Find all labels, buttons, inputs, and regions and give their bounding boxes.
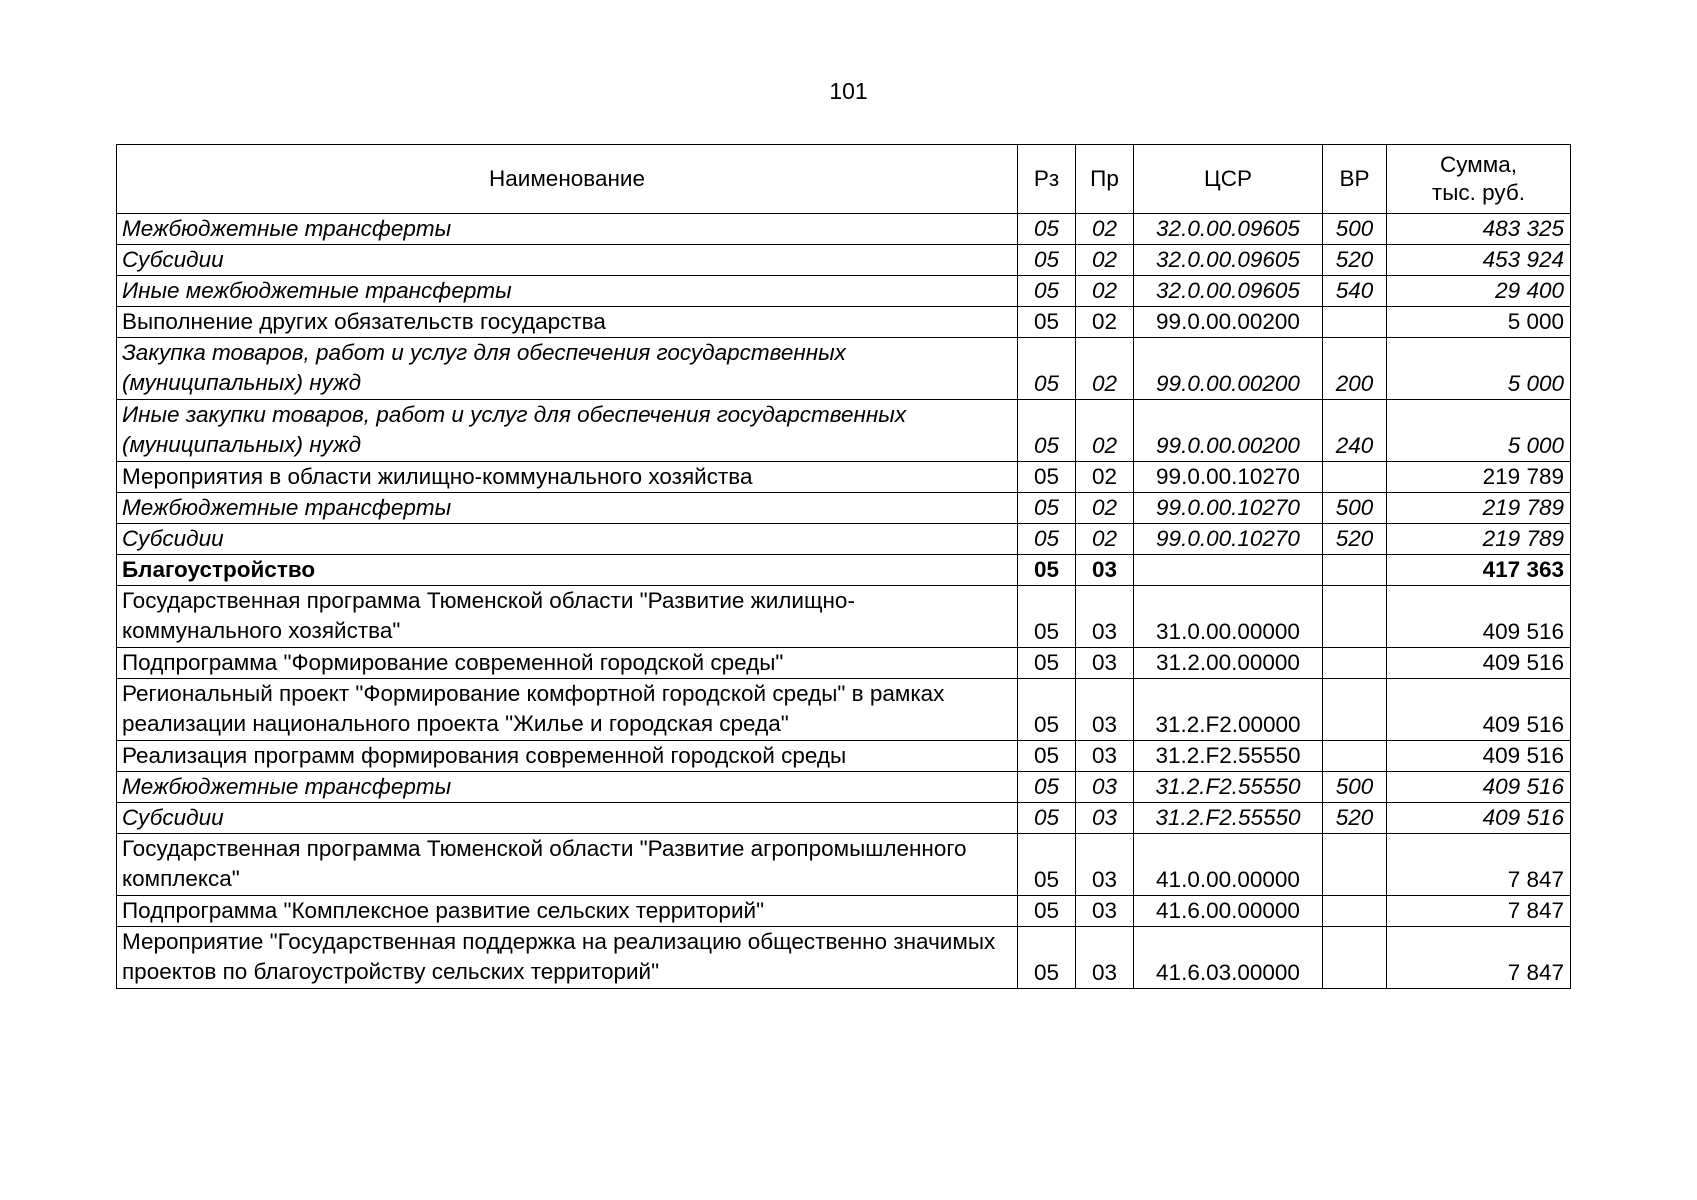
row-vr: 520 xyxy=(1323,803,1387,834)
row-vr xyxy=(1323,741,1387,772)
row-rz: 05 xyxy=(1018,741,1076,772)
row-vr xyxy=(1323,307,1387,338)
row-rz: 05 xyxy=(1018,896,1076,927)
header-name: Наименование xyxy=(117,145,1018,214)
header-csr: ЦСР xyxy=(1134,145,1323,214)
row-rz: 05 xyxy=(1018,493,1076,524)
row-csr: 31.2.F2.55550 xyxy=(1134,741,1323,772)
header-sum xyxy=(1387,145,1571,214)
row-csr: 99.0.00.10270 xyxy=(1134,524,1323,555)
row-pr: 03 xyxy=(1076,834,1134,896)
row-pr: 03 xyxy=(1076,679,1134,741)
row-rz: 05 xyxy=(1018,834,1076,896)
row-sum: 7 847 xyxy=(1387,896,1571,927)
row-rz: 05 xyxy=(1018,214,1076,245)
row-vr xyxy=(1323,586,1387,648)
row-rz: 05 xyxy=(1018,586,1076,648)
table-row xyxy=(117,462,1571,493)
row-name: Закупка товаров, работ и услуг для обеспечения государственных (муниципальных) нужд xyxy=(117,338,1018,400)
header-rz: Рз xyxy=(1018,145,1076,214)
row-rz: 05 xyxy=(1018,307,1076,338)
table-row xyxy=(117,276,1571,307)
row-csr: 99.0.00.10270 xyxy=(1134,462,1323,493)
row-vr xyxy=(1323,927,1387,989)
row-csr: 32.0.00.09605 xyxy=(1134,245,1323,276)
row-pr: 02 xyxy=(1076,307,1134,338)
row-pr: 02 xyxy=(1076,400,1134,462)
row-sum: 409 516 xyxy=(1387,803,1571,834)
row-sum: 7 847 xyxy=(1387,927,1571,989)
row-pr: 03 xyxy=(1076,741,1134,772)
table-row xyxy=(117,772,1571,803)
row-vr: 240 xyxy=(1323,400,1387,462)
row-csr: 99.0.00.00200 xyxy=(1134,400,1323,462)
row-rz: 05 xyxy=(1018,245,1076,276)
table-row xyxy=(117,214,1571,245)
row-sum: 5 000 xyxy=(1387,307,1571,338)
table-row xyxy=(117,834,1571,896)
row-pr: 02 xyxy=(1076,524,1134,555)
row-vr xyxy=(1323,834,1387,896)
row-csr: 31.2.00.00000 xyxy=(1134,648,1323,679)
row-vr: 200 xyxy=(1323,338,1387,400)
row-pr: 02 xyxy=(1076,493,1134,524)
row-vr: 540 xyxy=(1323,276,1387,307)
row-vr: 520 xyxy=(1323,524,1387,555)
row-name: Межбюджетные трансферты xyxy=(117,772,1018,803)
row-sum: 409 516 xyxy=(1387,586,1571,648)
row-pr: 02 xyxy=(1076,462,1134,493)
row-csr: 32.0.00.09605 xyxy=(1134,276,1323,307)
table-row xyxy=(117,803,1571,834)
budget-table xyxy=(116,144,1571,989)
row-pr: 03 xyxy=(1076,586,1134,648)
table-row xyxy=(117,741,1571,772)
row-rz: 05 xyxy=(1018,276,1076,307)
row-pr: 03 xyxy=(1076,772,1134,803)
row-name: Мероприятия в области жилищно-коммунального хозяйства xyxy=(117,462,1018,493)
row-name: Межбюджетные трансферты xyxy=(117,493,1018,524)
row-rz: 05 xyxy=(1018,555,1076,586)
row-rz: 05 xyxy=(1018,400,1076,462)
row-sum: 29 400 xyxy=(1387,276,1571,307)
row-sum: 219 789 xyxy=(1387,462,1571,493)
row-name: Региональный проект "Формирование комфортной городской среды" в рамках реализации национального проекта "Жилье и городская среда" xyxy=(117,679,1018,741)
table-row xyxy=(117,493,1571,524)
row-pr: 02 xyxy=(1076,214,1134,245)
table-row xyxy=(117,679,1571,741)
row-csr: 99.0.00.00200 xyxy=(1134,307,1323,338)
row-vr xyxy=(1323,648,1387,679)
header-pr: Пр xyxy=(1076,145,1134,214)
row-vr: 500 xyxy=(1323,214,1387,245)
table-header-row xyxy=(117,145,1571,214)
row-csr xyxy=(1134,555,1323,586)
row-sum: 219 789 xyxy=(1387,493,1571,524)
row-name: Реализация программ формирования современной городской среды xyxy=(117,741,1018,772)
row-csr: 41.0.00.00000 xyxy=(1134,834,1323,896)
table-row xyxy=(117,648,1571,679)
row-rz: 05 xyxy=(1018,927,1076,989)
row-csr: 41.6.00.00000 xyxy=(1134,896,1323,927)
row-rz: 05 xyxy=(1018,772,1076,803)
row-name: Мероприятие "Государственная поддержка на реализацию общественно значимых проектов по благоустройству сельских территорий" xyxy=(117,927,1018,989)
row-rz: 05 xyxy=(1018,803,1076,834)
row-sum: 453 924 xyxy=(1387,245,1571,276)
row-name: Субсидии xyxy=(117,524,1018,555)
table-row xyxy=(117,586,1571,648)
row-rz: 05 xyxy=(1018,338,1076,400)
row-name: Межбюджетные трансферты xyxy=(117,214,1018,245)
row-csr: 31.2.F2.00000 xyxy=(1134,679,1323,741)
page-number: 101 xyxy=(829,78,868,104)
table-row xyxy=(117,307,1571,338)
row-name: Подпрограмма "Формирование современной городской среды" xyxy=(117,648,1018,679)
row-pr: 03 xyxy=(1076,927,1134,989)
row-vr xyxy=(1323,462,1387,493)
row-csr: 32.0.00.09605 xyxy=(1134,214,1323,245)
row-name: Государственная программа Тюменской области "Развитие жилищно-коммунального хозяйства" xyxy=(117,586,1018,648)
row-vr xyxy=(1323,679,1387,741)
row-csr: 99.0.00.00200 xyxy=(1134,338,1323,400)
row-name: Иные закупки товаров, работ и услуг для обеспечения государственных (муниципальных) нужд xyxy=(117,400,1018,462)
row-name: Благоустройство xyxy=(117,555,1018,586)
row-pr: 03 xyxy=(1076,648,1134,679)
row-pr: 03 xyxy=(1076,803,1134,834)
row-rz: 05 xyxy=(1018,648,1076,679)
row-rz: 05 xyxy=(1018,462,1076,493)
row-vr: 500 xyxy=(1323,772,1387,803)
row-sum: 5 000 xyxy=(1387,338,1571,400)
table-row xyxy=(117,927,1571,989)
row-csr: 99.0.00.10270 xyxy=(1134,493,1323,524)
row-pr: 03 xyxy=(1076,555,1134,586)
row-name: Иные межбюджетные трансферты xyxy=(117,276,1018,307)
row-vr xyxy=(1323,896,1387,927)
header-vr: ВР xyxy=(1323,145,1387,214)
table-row xyxy=(117,400,1571,462)
table-row xyxy=(117,338,1571,400)
row-name: Государственная программа Тюменской области "Развитие агропромышленного комплекса" xyxy=(117,834,1018,896)
header-sum-line2: тыс. руб. xyxy=(1431,180,1526,205)
row-rz: 05 xyxy=(1018,524,1076,555)
row-name: Субсидии xyxy=(117,803,1018,834)
row-sum: 7 847 xyxy=(1387,834,1571,896)
row-name: Выполнение других обязательств государства xyxy=(117,307,1018,338)
table-row xyxy=(117,245,1571,276)
row-pr: 02 xyxy=(1076,245,1134,276)
row-pr: 03 xyxy=(1076,896,1134,927)
row-vr xyxy=(1323,555,1387,586)
row-sum: 483 325 xyxy=(1387,214,1571,245)
row-csr: 31.2.F2.55550 xyxy=(1134,772,1323,803)
row-name: Субсидии xyxy=(117,245,1018,276)
row-vr: 500 xyxy=(1323,493,1387,524)
row-vr: 520 xyxy=(1323,245,1387,276)
row-csr: 41.6.03.00000 xyxy=(1134,927,1323,989)
row-sum: 5 000 xyxy=(1387,400,1571,462)
row-pr: 02 xyxy=(1076,276,1134,307)
row-name: Подпрограмма "Комплексное развитие сельских территорий" xyxy=(117,896,1018,927)
header-sum-line1: Сумма, xyxy=(1440,152,1517,177)
table-row xyxy=(117,524,1571,555)
row-sum: 417 363 xyxy=(1387,555,1571,586)
row-sum: 409 516 xyxy=(1387,648,1571,679)
row-sum: 409 516 xyxy=(1387,741,1571,772)
row-sum: 409 516 xyxy=(1387,772,1571,803)
row-rz: 05 xyxy=(1018,679,1076,741)
row-pr: 02 xyxy=(1076,338,1134,400)
table-row xyxy=(117,896,1571,927)
row-csr: 31.0.00.00000 xyxy=(1134,586,1323,648)
row-sum: 219 789 xyxy=(1387,524,1571,555)
table-row-section xyxy=(117,555,1571,586)
row-csr: 31.2.F2.55550 xyxy=(1134,803,1323,834)
row-sum: 409 516 xyxy=(1387,679,1571,741)
